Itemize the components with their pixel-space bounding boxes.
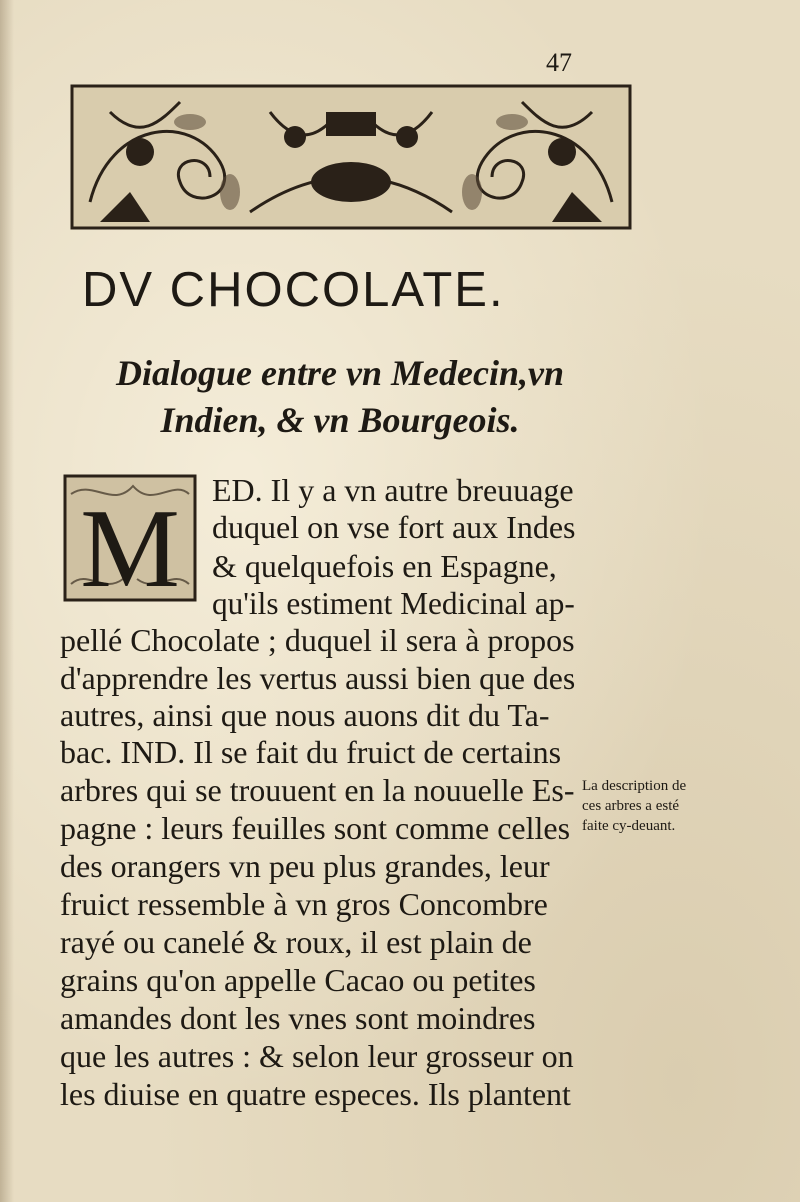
body-text-line: les diuise en quatre especes. Ils plantent	[60, 1076, 571, 1112]
dialogue-subtitle	[40, 350, 640, 444]
body-text-line: arbres qui se trouuent en la nouuelle Es-	[60, 772, 575, 808]
body-text-line: pagne : leurs feuilles sont comme celles	[60, 810, 571, 846]
body-text-line: & quelquefois en Espagne,	[212, 548, 557, 584]
margin-note-line: faite cy-deuant.	[582, 818, 676, 834]
page-number: 47	[546, 48, 572, 77]
margin-note-line: La description de	[582, 778, 687, 794]
body-text-line: bac. IND. Il se fait du fruict de certains	[60, 734, 562, 770]
margin-note-line: ces arbres a esté	[582, 798, 680, 814]
body-text-line: grains qu'on appelle Cacao ou petites	[60, 962, 536, 998]
body-text-line: autres, ainsi que nous auons dit du Ta-	[60, 697, 550, 733]
body-text-line: fruict ressemble à vn gros Concombre	[60, 886, 548, 922]
margin-note	[582, 776, 762, 836]
body-text-line: pellé Chocolate ; duquel il sera à propos	[60, 622, 575, 658]
body-text-line: duquel on vse fort aux Indes	[212, 509, 576, 545]
subtitle-line: Dialogue entre vn Medecin,vn	[116, 353, 564, 393]
subtitle-line: Indien, & vn Bourgeois.	[160, 400, 520, 440]
decorative-initial-icon	[63, 474, 197, 602]
body-text-line: ED. Il y a vn autre breuuage	[212, 472, 574, 508]
body-text-line: que les autres : & selon leur grosseur on	[60, 1038, 574, 1074]
body-text-line: amandes dont les vnes sont moindres	[60, 1000, 536, 1036]
chapter-title: DV CHOCOLATE.	[82, 263, 505, 317]
page-gutter-shadow	[0, 0, 14, 1202]
body-text-line: des orangers vn peu plus grandes, leur	[60, 848, 550, 884]
svg-text:M: M	[80, 487, 180, 602]
body-text-line: qu'ils estiment Medicinal ap-	[212, 585, 575, 621]
body-text-line: rayé ou canelé & roux, il est plain de	[60, 924, 532, 960]
ornamental-headpiece-icon	[70, 82, 632, 232]
body-text-line: d'apprendre les vertus aussi bien que des	[60, 660, 576, 696]
